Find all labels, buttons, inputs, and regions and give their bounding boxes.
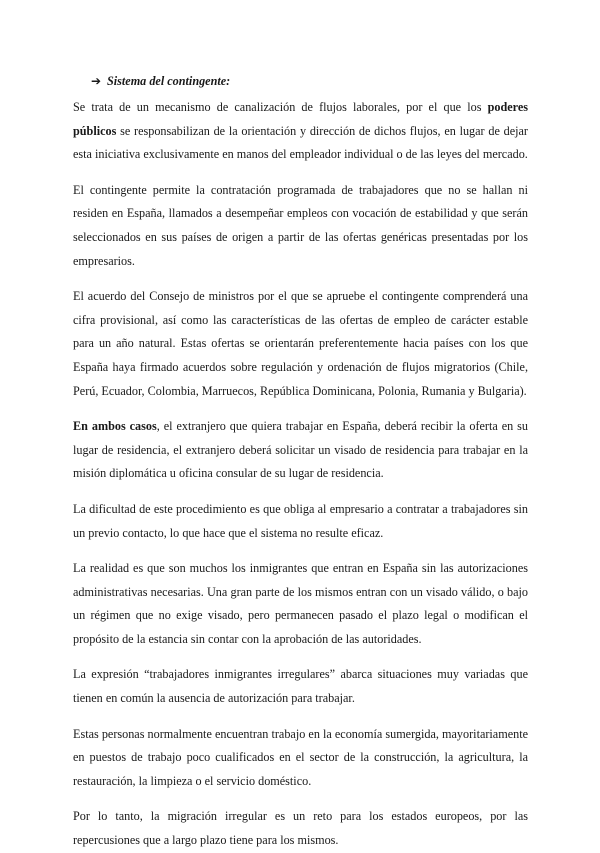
- paragraph-4-bold: En ambos casos: [73, 419, 157, 434]
- paragraph-1-end: se responsabilizan de la orientación y dirección de dichos flujos, en lugar de dejar esta iniciativa exclusivamente en manos del empleador individual o de las leyes del mercado.: [73, 123, 528, 162]
- paragraph-2: El contingente permite la contratación programada de trabajadores que no se hallan ni residen en España, llamados a desempeñar empleos con vocación de estabilidad y que serán seleccionados en sus países de origen a partir de las ofertas genéricas presentadas por los empresarios.: [73, 182, 528, 268]
- paragraph-4-rest: , el extranjero que quiera trabajar en España, deberá recibir la oferta en su lugar de residencia, el extranjero deberá solicitar un visado de residencia para trabajar en la misión diplomática u oficina consular de su lugar de residencia.: [73, 419, 528, 481]
- paragraph-1-bold: poderes públicos: [73, 100, 528, 138]
- section-heading-text: Sistema del contingente:: [107, 74, 231, 88]
- paragraph-3: El acuerdo del Consejo de ministros por el que se apruebe el contingente comprenderá una cifra provisional, así como las características de las ofertas de empleo de carácter estable para un año natural. Estas ofertas se orientarán preferentemente hacia países con los que España haya firmado acuerdos sobre regulación y ordenación de flujos migratorios (Chile, Perú, Ecuador, Colombia, Marruecos, República Dominicana, Polonia, Rumania y Bulgaria).: [73, 289, 528, 398]
- right-arrow-icon: ➔: [91, 74, 102, 88]
- paragraph-5: La dificultad de este procedimiento es que obliga al empresario a contratar a trabajadores sin un previo contacto, lo que hace que el sistema no resulte eficaz.: [73, 501, 528, 540]
- paragraph-1: [73, 96, 528, 167]
- paragraph-9: Por lo tanto, la migración irregular es un reto para los estados europeos, por las repercusiones que a largo plazo tiene para los mismos.: [73, 809, 528, 848]
- paragraph-4: [73, 415, 528, 486]
- paragraph-6: La realidad es que son muchos los inmigrantes que entran en España sin las autorizaciones administrativas necesarias. Una gran parte de los mismos entran con un visado válido, o bajo un régimen que no exige visado, pero permanecen pasado el plazo legal o modifican el propósito de la estancia sin contar con la aprobación de las autoridades.: [73, 561, 528, 646]
- paragraph-1-start: Se trata de un mecanismo de canalización de flujos laborales, por el que los: [73, 100, 488, 114]
- section-heading: [73, 70, 528, 92]
- paragraph-8: Estas personas normalmente encuentran trabajo en la economía sumergida, mayoritariamente en puestos de trabajo poco cualificados en el sector de la construcción, la agricultura, la restauración, la limpieza o el servicio doméstico.: [73, 726, 528, 788]
- paragraph-7: La expresión “trabajadores inmigrantes irregulares” abarca situaciones muy variadas que tienen en común la ausencia de autorización para trabajar.: [73, 667, 528, 706]
